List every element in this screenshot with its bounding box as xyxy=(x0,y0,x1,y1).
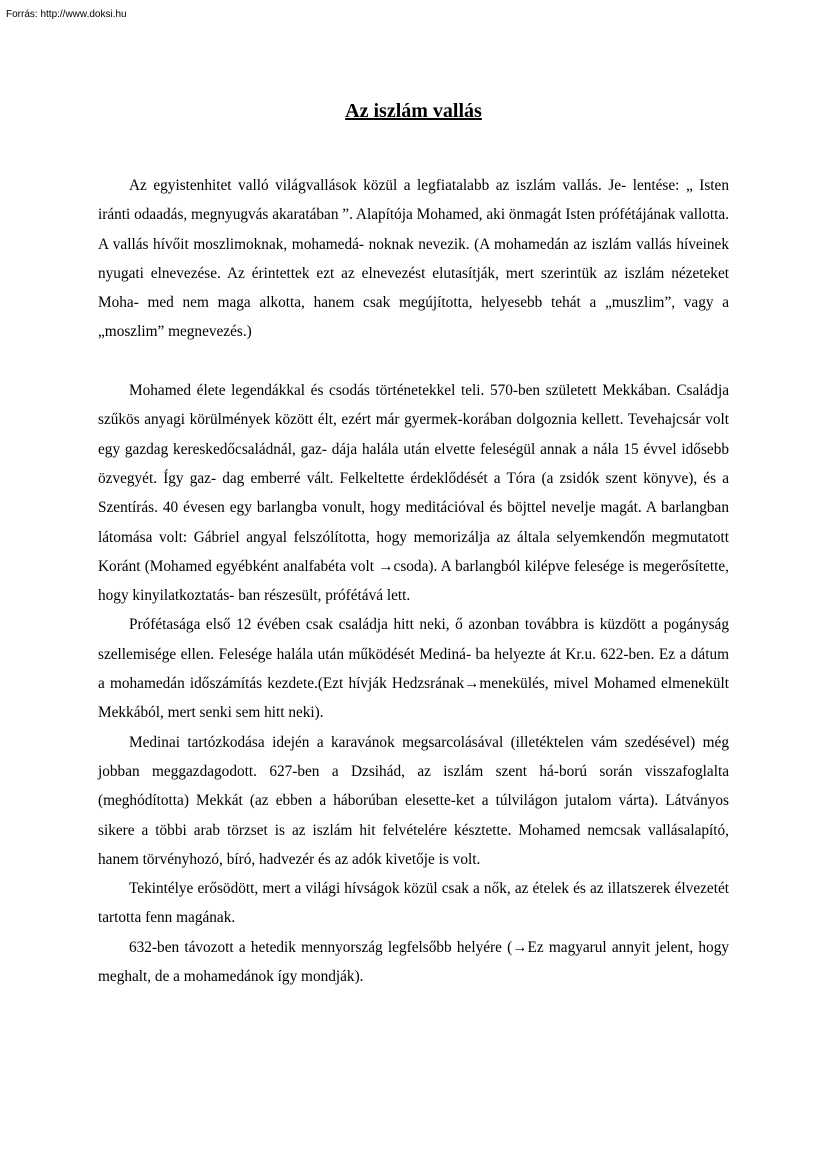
paragraph-4: Medinai tartózkodása idején a karavánok megsarcolásával (illetéktelen vám szedésével) még jobban meggazdagodott. 627-ben a Dzsihád, az iszlám szent há-ború során visszafoglalta (meghódította) Mekkát (az ebben a háborúban elesette-ket a túlvilágon jutalom várta). Látványos sikere a többi arab törzset is az iszlám hit felvételére késztette. Mohamed nemcsak vallásalapító, hanem törvényhozó, bíró, hadvezér és az adók kivetője is volt. xyxy=(98,733,729,868)
page-title: Az iszlám vallás xyxy=(345,100,482,122)
document-body xyxy=(98,171,729,991)
paragraph-3: Prófétasága első 12 évében csak családja hitt neki, ő azonban továbbra is küzdött a pogányság szellemisége ellen. Felesége halála után működését Mediná- ba helyezte át Kr.u. 622-ben. Ez a dátum a mohamedán időszámítás kezdete.(Ezt hívják Hedzsrának→menekülés, mivel Mohamed elmenekült Mekkából, mert senki sem hitt neki). xyxy=(98,616,729,722)
paragraph-5: Tekintélye erősödött, mert a világi hívságok közül csak a nők, az ételek és az illatszerek élvezetét tartotta fenn magának. xyxy=(98,880,729,927)
source-url: Forrás: http://www.doksi.hu xyxy=(6,9,127,20)
paragraph-2: Mohamed élete legendákkal és csodás történetekkel teli. 570-ben született Mekkában. Családja szűkös anyagi körülmények között élt, ezért már gyermek-korában dolgoznia kellett. Tevehajcsár volt egy gazdag kereskedőcsaládnál, gaz- dája halála után elvette feleségül annak a nála 15 évvel idősebb özvegyét. Így gaz- dag emberré vált. Felkeltette érdeklődését a Tóra (a zsidók szent könyve), és a Szentírás. 40 évesen egy barlangba vonult, hogy meditációval és böjttel nevelje magát. A barlangban látomása volt: Gábriel angyal felszólította, hogy memorizálja az általa selyemkendőn megmutatott Koránt (Mohamed egyébként analfabéta volt →csoda). A barlangból kilépve felesége is megerősítette, hogy kinyilatkoztatás- ban részesült, prófétává lett. xyxy=(98,382,729,605)
paragraph-6: 632-ben távozott a hetedik mennyország legfelsőbb helyére (→Ez magyarul annyit jelent, hogy meghalt, de a mohamedánok így mondják). xyxy=(98,938,729,986)
paragraph-1: Az egyistenhitet valló világvallások közül a legfiatalabb az iszlám vallás. Je- lentése: „ Isten iránti odaadás, megnyugvás akaratában ”. Alapítója Mohamed, aki önmagát Isten prófétájának vallotta. A vallás hívőit moszlimoknak, mohamedá- noknak nevezik. (A mohamedán az iszlám vallás híveinek nyugati elnevezése. Az érintettek ezt az elnevezést elutasítják, mert szerintük az iszlám nézeteket Moha- med nem maga alkotta, hanem csak megújította, helyesebb tehát a „muszlim”, vagy a „moszlim” megnevezés.) xyxy=(98,177,729,341)
